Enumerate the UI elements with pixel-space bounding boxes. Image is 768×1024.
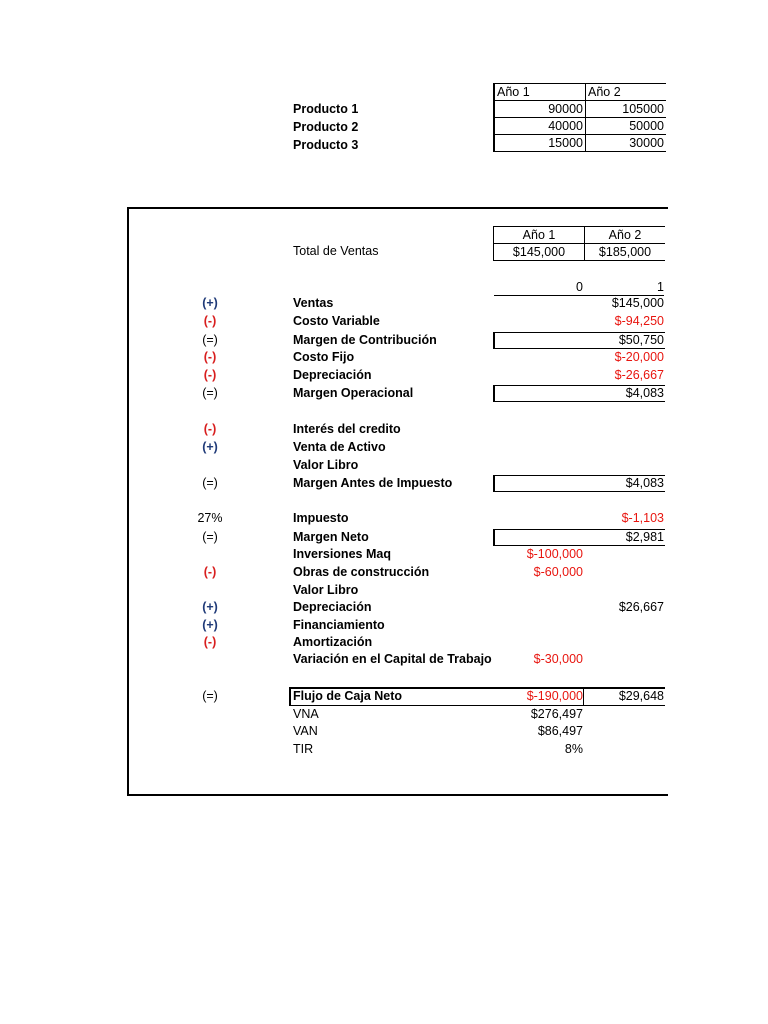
row-operator: (+) [202,618,218,632]
row-label: Variación en el Capital de Trabajo [293,652,492,666]
product-label-1: Producto 1 [293,102,359,116]
row-label: Interés del credito [293,422,401,436]
sales-header-year2: Año 2 [585,227,666,244]
row-value-period-1: $-94,250 [614,314,664,328]
row-value-period-1: $145,000 [611,296,664,310]
row-label: Financiamiento [293,618,385,632]
row-operator: (=) [202,689,218,703]
row-label: Costo Fijo [293,350,355,364]
products-header-year2: Año 2 [586,84,667,101]
sales-total-table [493,226,665,261]
row-value-period-0: $276,497 [530,707,583,721]
row-value-period-1: $4,083 [625,476,664,490]
product-label-2: Producto 2 [293,120,359,134]
row-label: Margen Antes de Impuesto [293,476,453,490]
row-operator: (-) [203,350,217,364]
row-label: Impuesto [293,511,349,525]
row-label: Depreciación [293,600,372,614]
row-value-period-1: $2,981 [625,530,664,544]
product-label-3: Producto 3 [293,138,359,152]
product3-year2: 30000 [586,135,667,152]
row-label: Amortización [293,635,373,649]
row-operator: (=) [202,476,218,490]
row-value-period-0: $-30,000 [533,652,583,666]
row-label: VNA [293,707,319,721]
product1-year1: 90000 [494,101,586,118]
period-1: 1 [657,280,664,294]
row-operator: (-) [203,422,217,436]
row-value-period-1: $4,083 [625,386,664,400]
products-table [493,83,666,152]
row-value-period-1: $50,750 [618,333,664,347]
row-label: Flujo de Caja Neto [293,689,403,703]
row-label: Valor Libro [293,458,359,472]
row-label: Venta de Activo [293,440,386,454]
product1-year2: 105000 [586,101,667,118]
sales-header-year1: Año 1 [494,227,585,244]
row-operator: (-) [203,635,217,649]
row-operator: (-) [203,314,217,328]
row-operator: (-) [203,368,217,382]
row-label: TIR [293,742,314,756]
row-label: Depreciación [293,368,372,382]
sales-total-label: Total de Ventas [293,244,379,258]
row-value-period-0: $86,497 [537,724,583,738]
row-operator: (=) [202,386,218,400]
row-operator: (+) [202,600,218,614]
products-header-year1: Año 1 [494,84,586,101]
row-value-period-1: $29,648 [618,689,664,703]
row-label: Valor Libro [293,583,359,597]
product2-year1: 40000 [494,118,586,135]
row-value-period-0: 8% [564,742,583,756]
row-operator: (=) [202,530,218,544]
row-value-period-0: $-60,000 [533,565,583,579]
row-value-period-1: $26,667 [618,600,664,614]
row-value-period-1: $-26,667 [614,368,664,382]
row-value-period-1: $-1,103 [621,511,664,525]
row-operator: 27% [197,511,223,525]
row-label: Margen Operacional [293,386,414,400]
row-operator: (-) [203,565,217,579]
row-label: Ventas [293,296,334,310]
row-operator: (+) [202,296,218,310]
row-label: Inversiones Maq [293,547,391,561]
row-operator: (=) [202,333,218,347]
row-label: VAN [293,724,318,738]
row-label: Margen de Contribución [293,333,437,347]
row-label: Margen Neto [293,530,369,544]
row-label: Costo Variable [293,314,380,328]
period-0: 0 [576,280,583,294]
sales-total-year1: $145,000 [494,244,585,261]
product3-year1: 15000 [494,135,586,152]
row-value-period-0: $-190,000 [526,689,583,703]
product2-year2: 50000 [586,118,667,135]
row-value-period-1: $-20,000 [614,350,664,364]
row-value-period-0: $-100,000 [526,547,583,561]
sales-total-year2: $185,000 [585,244,666,261]
row-operator: (+) [202,440,218,454]
row-label: Obras de construcción [293,565,430,579]
